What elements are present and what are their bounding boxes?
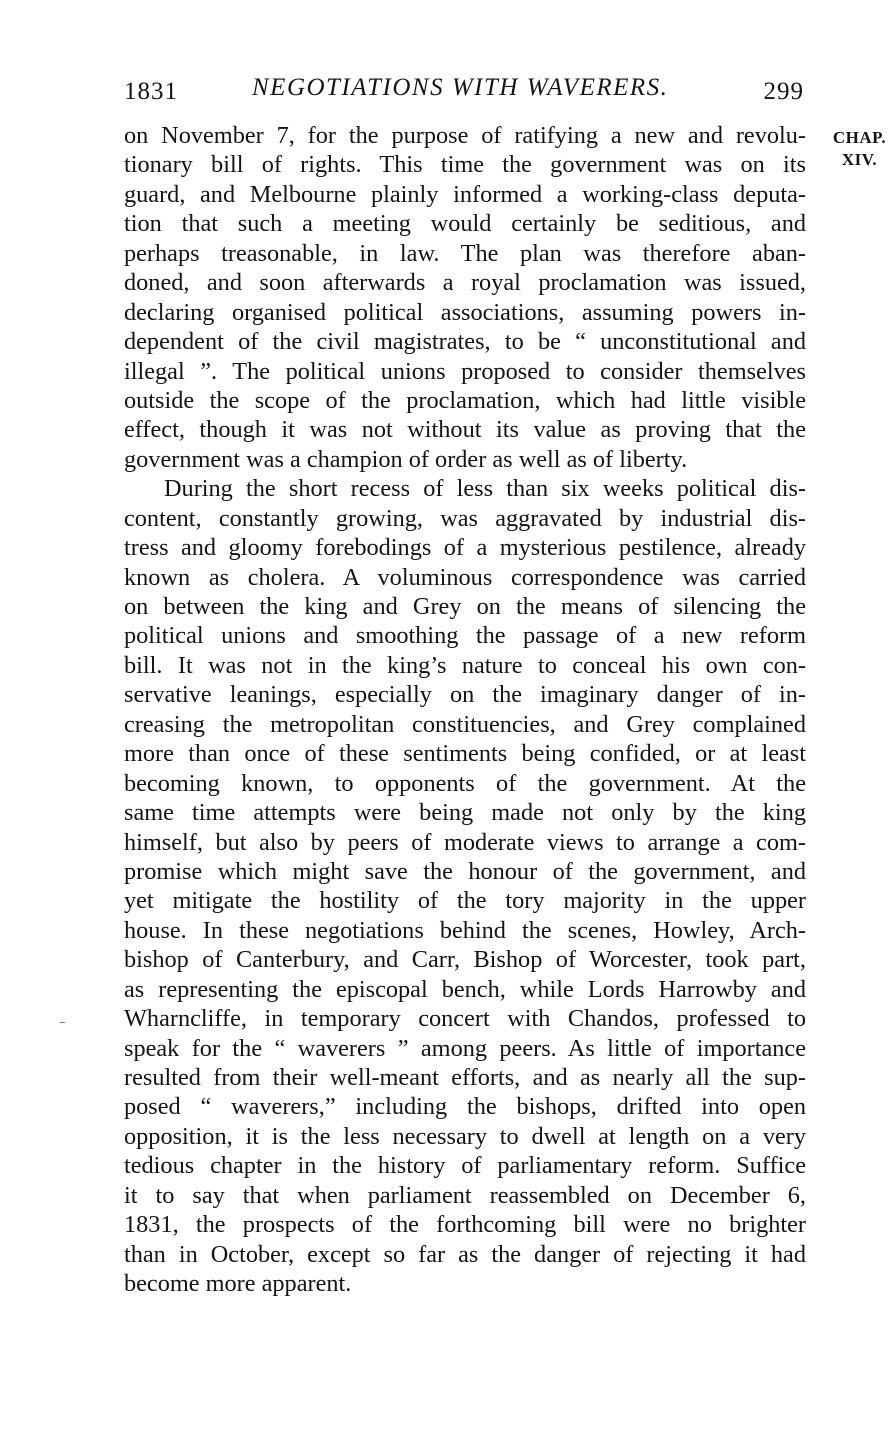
text-line: tress and gloomy forebodings of a mysterious pestilence, already [124, 534, 806, 562]
paragraph-2 [124, 474, 806, 1298]
text-line: as representing the episcopal bench, while Lords Harrowby and [124, 975, 806, 1003]
body-text [124, 121, 806, 1299]
text-line: perhaps treasonable, in law. The plan was therefore aban- [124, 239, 806, 267]
text-line: dependent of the civil magistrates, to be “ unconstitutional and [124, 328, 806, 356]
text-line: himself, but also by peers of moderate views to arrange a com- [124, 828, 806, 856]
text-line: government was a champion of order as well as of liberty. [124, 445, 688, 473]
text-line: creasing the metropolitan constituencies, and Grey complained [124, 710, 806, 738]
text-line: posed “ waverers,” including the bishops, drifted into open [124, 1093, 806, 1121]
text-line: speak for the “ waverers ” among peers. As little of importance [124, 1034, 806, 1062]
chapter-margin-note [826, 127, 893, 171]
text-line: servative leanings, especially on the imaginary danger of in- [124, 681, 806, 709]
text-line: tion that such a meeting would certainly be seditious, and [124, 210, 806, 238]
text-line: effect, though it was not without its value as proving that the [124, 416, 806, 444]
running-head [124, 74, 806, 108]
text-line: During the short recess of less than six weeks political dis- [164, 475, 806, 503]
text-line: illegal ”. The political unions proposed to consider themselves [124, 357, 806, 385]
text-line: than in October, except so far as the danger of rejecting it had [124, 1240, 806, 1268]
text-line: on between the king and Grey on the means of silencing the [124, 593, 806, 620]
text-line: it to say that when parliament reassembled on December 6, [124, 1181, 806, 1209]
text-line: house. In these negotiations behind the scenes, Howley, Arch- [124, 916, 806, 944]
text-line: doned, and soon afterwards a royal proclamation was issued, [124, 269, 806, 297]
text-line: known as cholera. A voluminous correspondence was carried [124, 563, 806, 591]
page-number: 299 [763, 78, 804, 105]
text-line: declaring organised political associations, assuming powers in- [124, 298, 806, 326]
text-line: bishop of Canterbury, and Carr, Bishop of Worcester, took part, [124, 946, 806, 974]
text-line: on November 7, for the purpose of ratifying a new and revolu- [124, 122, 806, 149]
text-line: become more apparent. [124, 1270, 352, 1298]
text-line: outside the scope of the proclamation, which had little visible [124, 386, 806, 414]
text-line: promise which might save the honour of the government, and [124, 857, 806, 885]
text-line: tionary bill of rights. This time the government was on its [124, 151, 806, 179]
text-line: bill. It was not in the king’s nature to conceal his own con- [124, 651, 806, 679]
text-line: political unions and smoothing the passage of a new reform [124, 622, 806, 650]
text-line: tedious chapter in the history of parliamentary reform. Suffice [124, 1152, 806, 1180]
text-line: same time attempts were being made not only by the king [124, 799, 806, 827]
text-line: 1831, the prospects of the forthcoming bill were no brighter [124, 1211, 806, 1239]
margin-speck [60, 1022, 65, 1023]
text-line: guard, and Melbourne plainly informed a working-class deputa- [124, 180, 806, 208]
text-line: yet mitigate the hostility of the tory majority in the upper [124, 887, 806, 915]
paragraph-1 [124, 121, 806, 474]
running-head-year: 1831 [124, 78, 178, 105]
text-line: content, constantly growing, was aggravated by industrial dis- [124, 504, 806, 532]
text-line: more than once of these sentiments being confided, or at least [124, 740, 806, 768]
chapter-number: XIV. [841, 150, 878, 169]
text-line: resulted from their well-meant efforts, and as nearly all the sup- [124, 1064, 806, 1091]
running-head-title: NEGOTIATIONS WITH WAVERERS. [252, 74, 669, 101]
text-line: opposition, it is the less necessary to dwell at length on a very [124, 1122, 806, 1150]
text-line: Wharncliffe, in temporary concert with Chandos, professed to [124, 1005, 806, 1033]
chapter-label: CHAP. [832, 128, 887, 147]
text-line: becoming known, to opponents of the government. At the [124, 769, 806, 797]
